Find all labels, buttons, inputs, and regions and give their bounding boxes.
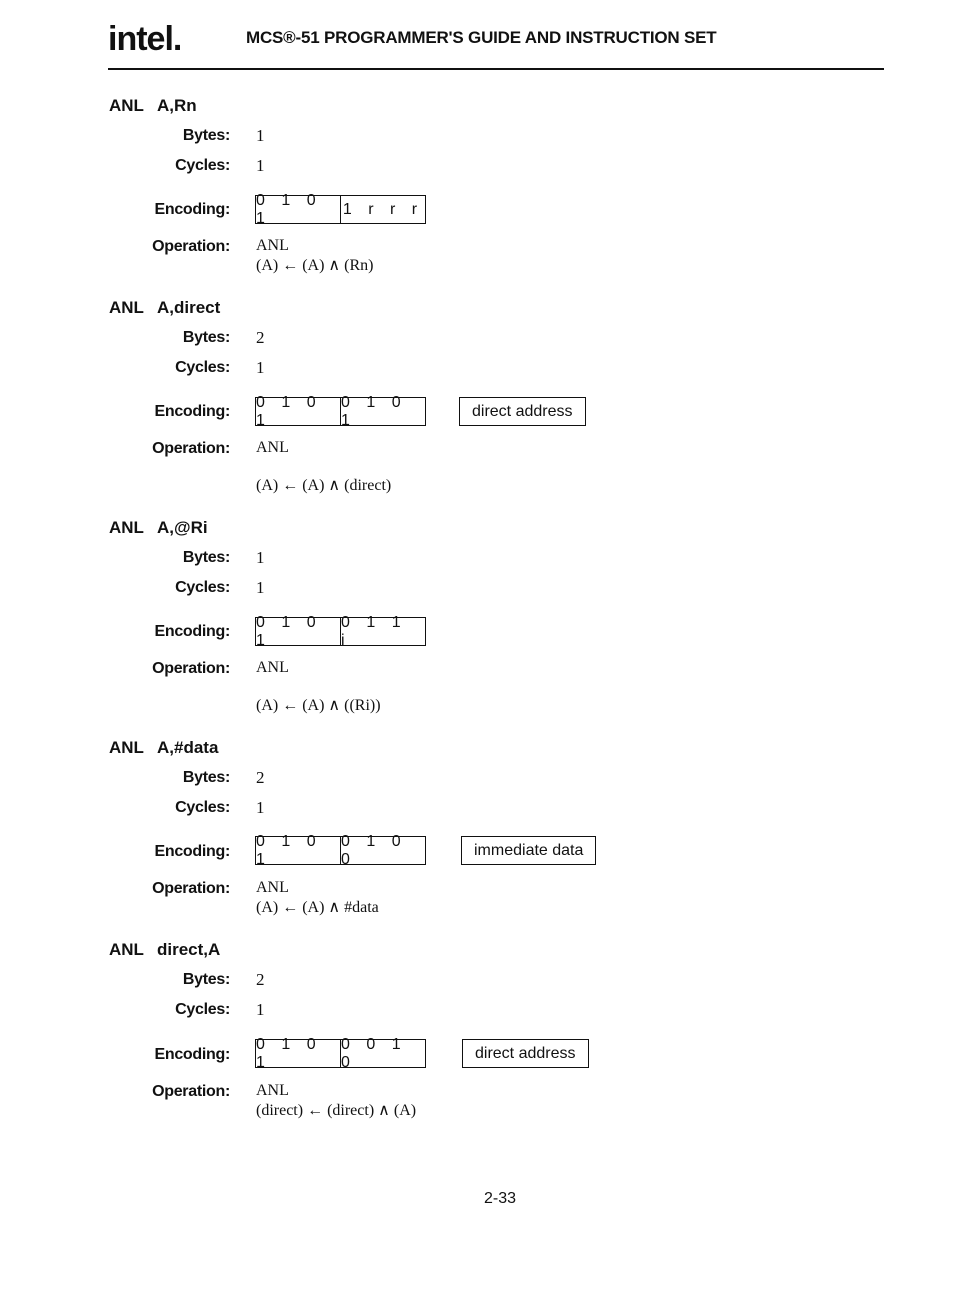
- encoding-box: [255, 613, 426, 649]
- operation-expression: (A) ← (A) ∧ (direct): [256, 477, 392, 494]
- bytes-value: 2: [256, 328, 265, 347]
- encoding-label: Encoding:: [154, 623, 230, 640]
- bytes-label: Bytes:: [182, 549, 230, 566]
- operation-label: Operation:: [152, 440, 230, 457]
- cycles-label: Cycles:: [175, 799, 230, 816]
- mnemonic: ANL: [109, 738, 144, 757]
- operation-mnemonic: ANL: [256, 1082, 289, 1099]
- encoding-box: [255, 1035, 426, 1071]
- page-header: [108, 22, 884, 70]
- cycles-value: 1: [256, 358, 265, 377]
- opcode-low-nibble: 0 1 1 i: [340, 618, 425, 645]
- mnemonic: ANL: [109, 96, 144, 115]
- operation-label: Operation:: [152, 1083, 230, 1100]
- opcode-high-nibble: 0 1 0 1: [256, 832, 322, 868]
- instruction-heading: [109, 518, 208, 538]
- operation-label: Operation:: [152, 880, 230, 897]
- bytes-value: 1: [256, 126, 265, 145]
- opcode-low-nibble: 0 1 0 0: [340, 837, 425, 864]
- cycles-label: Cycles:: [175, 1001, 230, 1018]
- bytes-label: Bytes:: [182, 769, 230, 786]
- instruction-heading: [109, 96, 197, 116]
- operation-label: Operation:: [152, 660, 230, 677]
- cycles-label: Cycles:: [175, 157, 230, 174]
- opcode-low-nibble: 0 1 0 1: [340, 398, 425, 425]
- direct-address-box: direct address: [462, 1039, 589, 1068]
- encoding-label: Encoding:: [154, 201, 230, 218]
- encoding-label: Encoding:: [154, 843, 230, 860]
- intel-logo: intel.: [108, 20, 182, 58]
- operation-mnemonic: ANL: [256, 879, 289, 896]
- operation-expression: (A) ← (A) ∧ (Rn): [256, 257, 374, 274]
- cycles-value: 1: [256, 1000, 265, 1019]
- instruction-heading: [109, 738, 218, 758]
- instruction-heading: [109, 298, 220, 318]
- immediate-data-box: immediate data: [461, 836, 596, 865]
- cycles-value: 1: [256, 156, 265, 175]
- operands: A,Rn: [157, 96, 197, 115]
- cycles-label: Cycles:: [175, 359, 230, 376]
- operation-label: Operation:: [152, 238, 230, 255]
- page-number: 2-33: [484, 1190, 517, 1207]
- bytes-label: Bytes:: [182, 127, 230, 144]
- cycles-label: Cycles:: [175, 579, 230, 596]
- instruction-heading: [109, 940, 220, 960]
- operands: A,#data: [157, 738, 219, 757]
- encoding-label: Encoding:: [154, 403, 230, 420]
- operands: direct,A: [157, 940, 221, 959]
- opcode-high-nibble: 0 1 0 1: [256, 393, 322, 429]
- operands: A,@Ri: [157, 518, 208, 537]
- operation-mnemonic: ANL: [256, 237, 289, 254]
- operation-mnemonic: ANL: [256, 439, 289, 456]
- operation-mnemonic: ANL: [256, 659, 289, 676]
- mnemonic: ANL: [109, 298, 144, 317]
- bytes-label: Bytes:: [182, 329, 230, 346]
- bytes-value: 2: [256, 970, 265, 989]
- cycles-value: 1: [256, 578, 265, 597]
- encoding-box: [255, 393, 426, 429]
- opcode-low-nibble: 0 0 1 0: [340, 1040, 425, 1067]
- bytes-value: 2: [256, 768, 265, 787]
- opcode-high-nibble: 0 1 0 1: [256, 191, 322, 227]
- encoding-label: Encoding:: [154, 1046, 230, 1063]
- opcode-high-nibble: 0 1 0 1: [256, 613, 322, 649]
- operands: A,direct: [157, 298, 221, 317]
- encoding-box: [255, 191, 426, 227]
- bytes-label: Bytes:: [182, 971, 230, 988]
- cycles-value: 1: [256, 798, 265, 817]
- direct-address-box: direct address: [459, 397, 586, 426]
- operation-expression: (A) ← (A) ∧ #data: [256, 899, 379, 916]
- operation-expression: (direct) ← (direct) ∧ (A): [256, 1102, 417, 1119]
- opcode-low-nibble: 1 r r r: [340, 196, 425, 223]
- encoding-box: [255, 832, 426, 868]
- bytes-value: 1: [256, 548, 265, 567]
- mnemonic: ANL: [109, 940, 144, 959]
- opcode-high-nibble: 0 1 0 1: [256, 1035, 322, 1071]
- operation-expression: (A) ← (A) ∧ ((Ri)): [256, 697, 381, 714]
- mnemonic: ANL: [109, 518, 144, 537]
- document-title: MCS®-51 PROGRAMMER'S GUIDE AND INSTRUCTION SET: [246, 28, 717, 47]
